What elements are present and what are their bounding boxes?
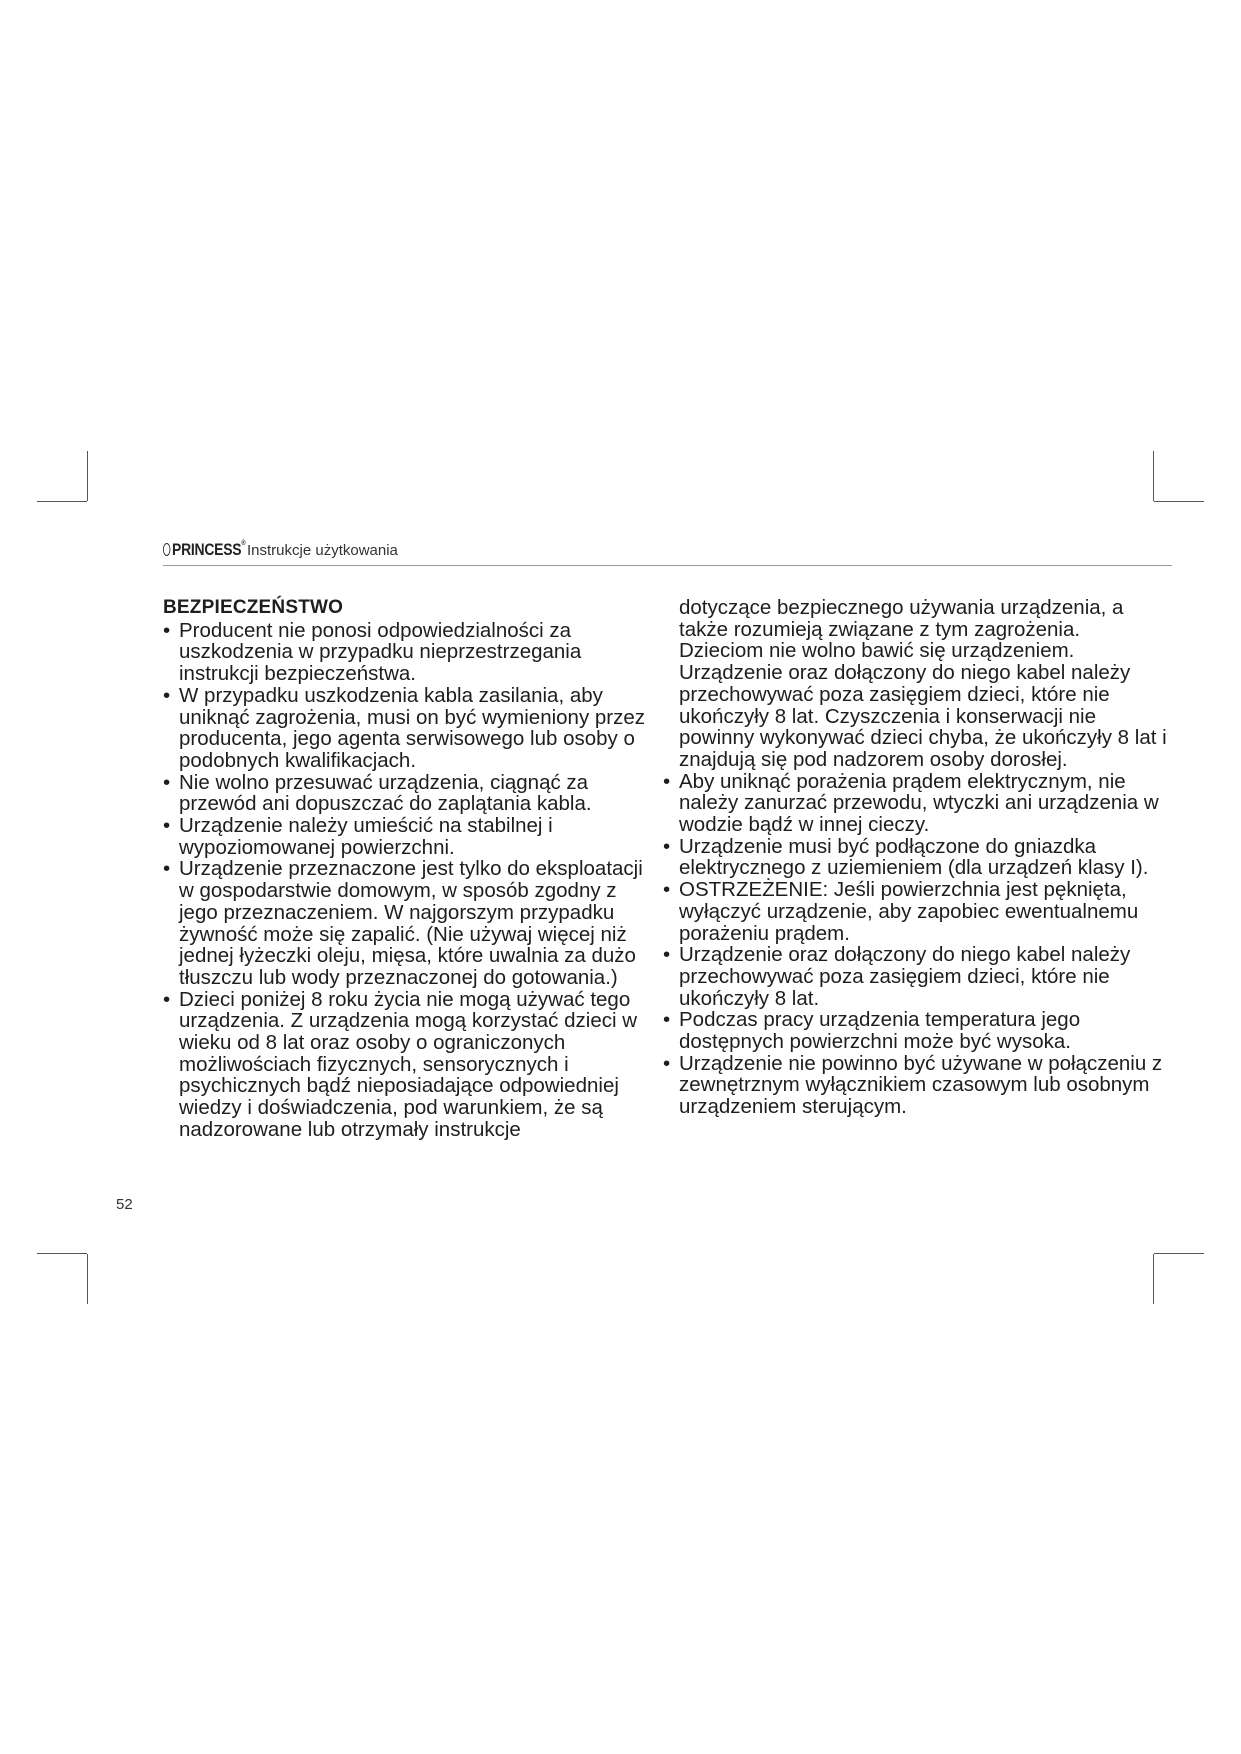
crop-mark xyxy=(1154,501,1204,502)
header-title: Instrukcje użytkowania xyxy=(247,542,398,559)
list-item: • W przypadku uszkodzenia kabla zasilania, aby uniknąć zagrożenia, musi on być wymieniony przez producenta, jego agenta serwisowego lub osoby o podobnych kwalifikacjach. xyxy=(163,685,653,772)
section-heading: BEZPIECZEŃSTWO xyxy=(163,597,344,618)
crop-mark xyxy=(1154,1253,1204,1254)
list-item: • Urządzenie oraz dołączony do niego kabel należy przechowywać poza zasięgiem dzieci, które nie ukończyły 8 lat. xyxy=(663,944,1168,1009)
list-item: • Urządzenie należy umieścić na stabilnej i wypoziomowanej powierzchni. xyxy=(163,815,653,858)
list-item: • Podczas pracy urządzenia temperatura jego dostępnych powierzchni może być wysoka. xyxy=(663,1009,1168,1052)
brand-logo xyxy=(163,540,245,560)
page-header xyxy=(163,540,1172,568)
crop-mark xyxy=(37,501,87,502)
page-number: 52 xyxy=(116,1196,133,1213)
list-item: • OSTRZEŻENIE: Jeśli powierzchnia jest pęknięta, wyłączyć urządzenie, aby zapobiec ewentualnemu porażeniu prądem. xyxy=(663,879,1168,944)
trademark-symbol: ® xyxy=(241,540,246,547)
list-item: • Urządzenie nie powinno być używane w połączeniu z zewnętrznym wyłącznikiem czasowym lub osobnym urządzeniem sterującym. xyxy=(663,1053,1168,1118)
crop-mark xyxy=(1153,451,1154,501)
header-divider xyxy=(163,565,1172,566)
list-item: • Urządzenie musi być podłączone do gniazdka elektrycznego z uziemieniem (dla urządzeń klasy I). xyxy=(663,836,1168,879)
list-item: • Dzieci poniżej 8 roku życia nie mogą używać tego urządzenia. Z urządzenia mogą korzystać dzieci w wieku od 8 lat oraz osoby o ograniczonych możliwościach fizycznych, sensorycznych i psychicznych bądź nieposiadające odpowiedniej wiedzy i doświadczenia, pod warunkiem, że są nadzorowane lub otrzymały instrukcje xyxy=(163,989,653,1141)
crop-mark xyxy=(87,451,88,501)
crown-icon xyxy=(163,543,170,556)
crop-mark xyxy=(37,1253,87,1254)
list-item-continuation: dotyczące bezpiecznego używania urządzenia, a także rozumieją związane z tym zagrożenia. Dzieciom nie wolno bawić się urządzeniem. Urządzenie oraz dołączony do niego kabel należy przechowywać poza zasięgiem dzieci, które nie ukończyły 8 lat. Czyszczenia i konserwacji nie powinny wykonywać dzieci chyba, że ukończyły 8 lat i znajdują się pod nadzorem osoby dorosłej. xyxy=(679,596,1167,771)
left-column xyxy=(163,597,653,1141)
safety-list-left xyxy=(163,620,653,1141)
list-item: • Producent nie ponosi odpowiedzialności za uszkodzenia w przypadku nieprzestrzegania instrukcji bezpieczeństwa. xyxy=(163,620,653,685)
list-item: • Aby uniknąć porażenia prądem elektrycznym, nie należy zanurzać przewodu, wtyczki ani urządzenia w wodzie bądź w innej cieczy. xyxy=(663,771,1168,836)
list-item: • Nie wolno przesuwać urządzenia, ciągnąć za przewód ani dopuszczać do zaplątania kabla. xyxy=(163,772,653,815)
crop-mark xyxy=(87,1254,88,1304)
brand-name: PRINCESS xyxy=(172,540,242,559)
crop-mark xyxy=(1153,1254,1154,1304)
safety-list-right xyxy=(663,771,1168,1118)
right-column xyxy=(663,597,1168,1118)
list-item: • Urządzenie przeznaczone jest tylko do eksploatacji w gospodarstwie domowym, w sposób zgodny z jego przeznaczeniem. W najgorszym przypadku żywność może się zapalić. (Nie używaj więcej niż jednej łyżeczki oleju, mięsa, które uwalnia za dużo tłuszczu lub wody przeznaczonej do gotowania.) xyxy=(163,858,653,988)
